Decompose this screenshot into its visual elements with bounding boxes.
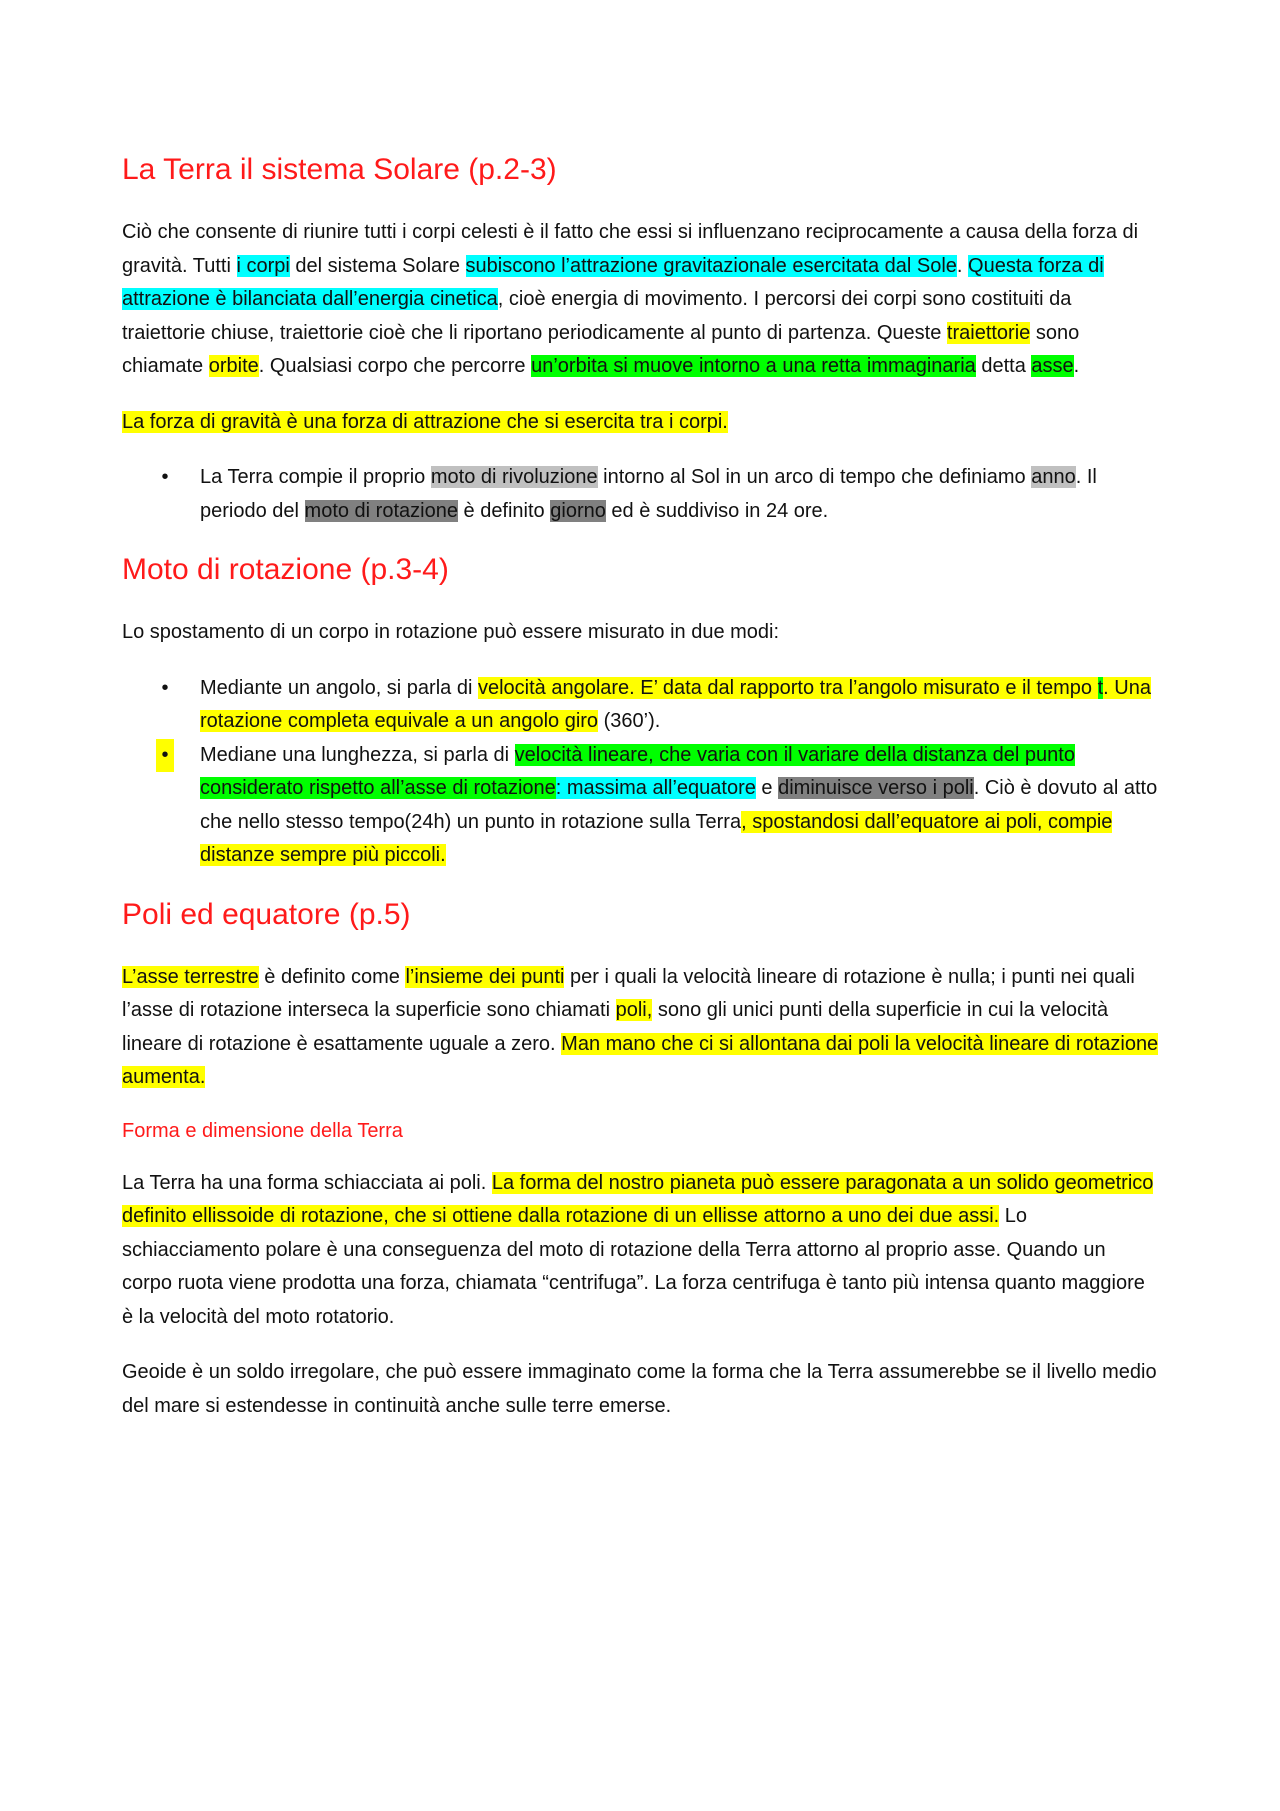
text-run: e — [755, 777, 779, 799]
paragraph-forma-terra — [122, 1167, 1160, 1335]
text-run: sono chiamate — [122, 321, 1080, 377]
list-item — [161, 739, 1160, 873]
bullet-list-velocita — [122, 672, 1160, 873]
bullet-dot: • — [161, 466, 169, 488]
highlighted-text: Questa forza di attrazione è bilanciata dall’energia cinetica — [122, 254, 1104, 310]
text-run: del sistema Solare — [289, 254, 466, 277]
section-title-sistema-solare: La Terra il sistema Solare (p.2-3) — [122, 153, 557, 186]
text-run: . — [1073, 355, 1080, 377]
text-run: Mediante un angolo, si parla di — [200, 676, 478, 699]
text-run: (360’). — [598, 710, 661, 732]
list-item-text — [200, 744, 1157, 867]
text-run: per i quali la velocità lineare di rotazione è nulla; i punti nei quali l’asse di rotazione interseca la superficie sono chiamati — [122, 965, 1135, 1021]
highlighted-text: . Una rotazione completa equivale a un angolo giro — [200, 676, 1151, 732]
subsection-title-forma-dimensione: Forma e dimensione della Terra — [122, 1119, 403, 1142]
highlighted-text: moto di rivoluzione — [430, 466, 598, 488]
highlighted-text: velocità lineare, che varia con il variare della distanza del punto considerato rispetto all’asse di rotazione — [200, 743, 1075, 799]
highlighted-text: , spostandosi dall’equatore ai poli, compie distanze sempre più piccoli. — [200, 810, 1113, 866]
paragraph-geoide — [122, 1356, 1160, 1423]
bullet-dot: • — [156, 739, 174, 773]
highlighted-text: un’orbita si muove intorno a una retta immaginaria — [531, 355, 976, 377]
text-run: . Qualsiasi corpo che percorre — [258, 355, 532, 377]
paragraph-forza-gravita — [122, 406, 1160, 440]
paragraph-spostamento — [122, 616, 1160, 650]
text-run: Mediane una lunghezza, si parla di — [200, 743, 515, 766]
text-run: è definito — [457, 499, 551, 522]
highlighted-text: orbite — [208, 355, 259, 377]
highlighted-text: subiscono l’attrazione gravitazionale esercitata dal Sole — [465, 254, 957, 277]
text-run: Ciò che consente di riunire tutti i corpi celesti è il fatto che essi si influenzano reciprocamente a causa della forza di gravità. Tutti — [122, 221, 1139, 277]
section-title-moto-rotazione: Moto di rotazione (p.3-4) — [122, 553, 449, 586]
bullet-dot: • — [161, 676, 169, 699]
list-item — [161, 461, 1160, 528]
highlighted-text: moto di rotazione — [304, 499, 458, 522]
highlighted-text: Man mano che ci si allontana dai poli la velocità lineare di rotazione aumenta. — [122, 1032, 1159, 1088]
list-item-text — [200, 466, 1097, 522]
text-run: detta — [975, 355, 1032, 377]
paragraph-asse-terrestre — [122, 961, 1160, 1095]
bullet-list-rivoluzione — [122, 461, 1160, 528]
text-run: . — [956, 254, 969, 277]
text-run: intorno al Sol in un arco di tempo che definiamo — [597, 466, 1032, 488]
highlighted-text: asse — [1031, 355, 1074, 377]
text-run: Geoide è un soldo irregolare, che può essere immaginato come la forma che la Terra assumerebbe se il livello medio del mare si estendesse in continuità anche sulle terre emerse. — [122, 1361, 1157, 1417]
highlighted-text: traiettorie — [946, 321, 1031, 344]
text-run: , cioè energia di movimento. I percorsi dei corpi sono costituiti da traiettorie chiuse, traiettorie cioè che li riportano periodicamente al punto di partenza. Queste — [122, 288, 1072, 344]
text-run: . Ciò è dovuto al atto che nello stesso tempo(24h) un punto in rotazione sulla Terra — [200, 777, 1158, 833]
highlighted-text: La forza di gravità è una forza di attrazione che si esercita tra i corpi. — [122, 410, 728, 433]
text-run: La Terra ha una forma schiacciata ai poli. — [122, 1171, 492, 1194]
text-run: ed è suddiviso in 24 ore. — [605, 499, 829, 522]
highlighted-text: i corpi — [236, 254, 290, 277]
highlighted-text: poli, — [615, 999, 653, 1021]
highlighted-text: diminuisce verso i poli — [778, 777, 974, 799]
highlighted-text: t — [1097, 676, 1104, 699]
list-item-text — [200, 677, 1151, 733]
paragraph-sistema-solare-1 — [122, 216, 1160, 384]
highlighted-text: L’asse terrestre — [122, 965, 259, 988]
highlighted-text: velocità angolare. E’ data dal rapporto tra l’angolo misurato e il tempo — [477, 676, 1098, 699]
highlighted-text: giorno — [550, 499, 606, 522]
highlighted-text: anno — [1031, 466, 1076, 488]
list-item — [161, 672, 1160, 739]
highlighted-text: : massima all’equatore — [555, 777, 756, 799]
text-run: sono gli unici punti della superficie in cui la velocità lineare di rotazione è esattamente uguale a zero. — [122, 999, 1109, 1055]
text-run: Lo schiacciamento polare è una conseguenza del moto di rotazione della Terra attorno al proprio asse. Quando un corpo ruota viene prodotta una forza, chiamata “centrifuga”. La forza centrifuga è tanto più intensa quanto maggiore è la velocità del moto rotatorio. — [122, 1205, 1145, 1328]
text-run: è definito come — [258, 965, 406, 988]
highlighted-text: l’insieme dei punti — [405, 965, 565, 988]
highlighted-text: La forma del nostro pianeta può essere paragonata a un solido geometrico definito ellissoide di rotazione, che si ottiene dalla rotazione di un ellisse attorno a uno dei due assi. — [122, 1171, 1154, 1227]
text-run: La Terra compie il proprio — [200, 466, 431, 488]
text-run: . Il periodo del — [200, 466, 1097, 522]
section-title-poli-equatore: Poli ed equatore (p.5) — [122, 897, 411, 931]
text-run: Lo spostamento di un corpo in rotazione può essere misurato in due modi: — [122, 621, 780, 643]
